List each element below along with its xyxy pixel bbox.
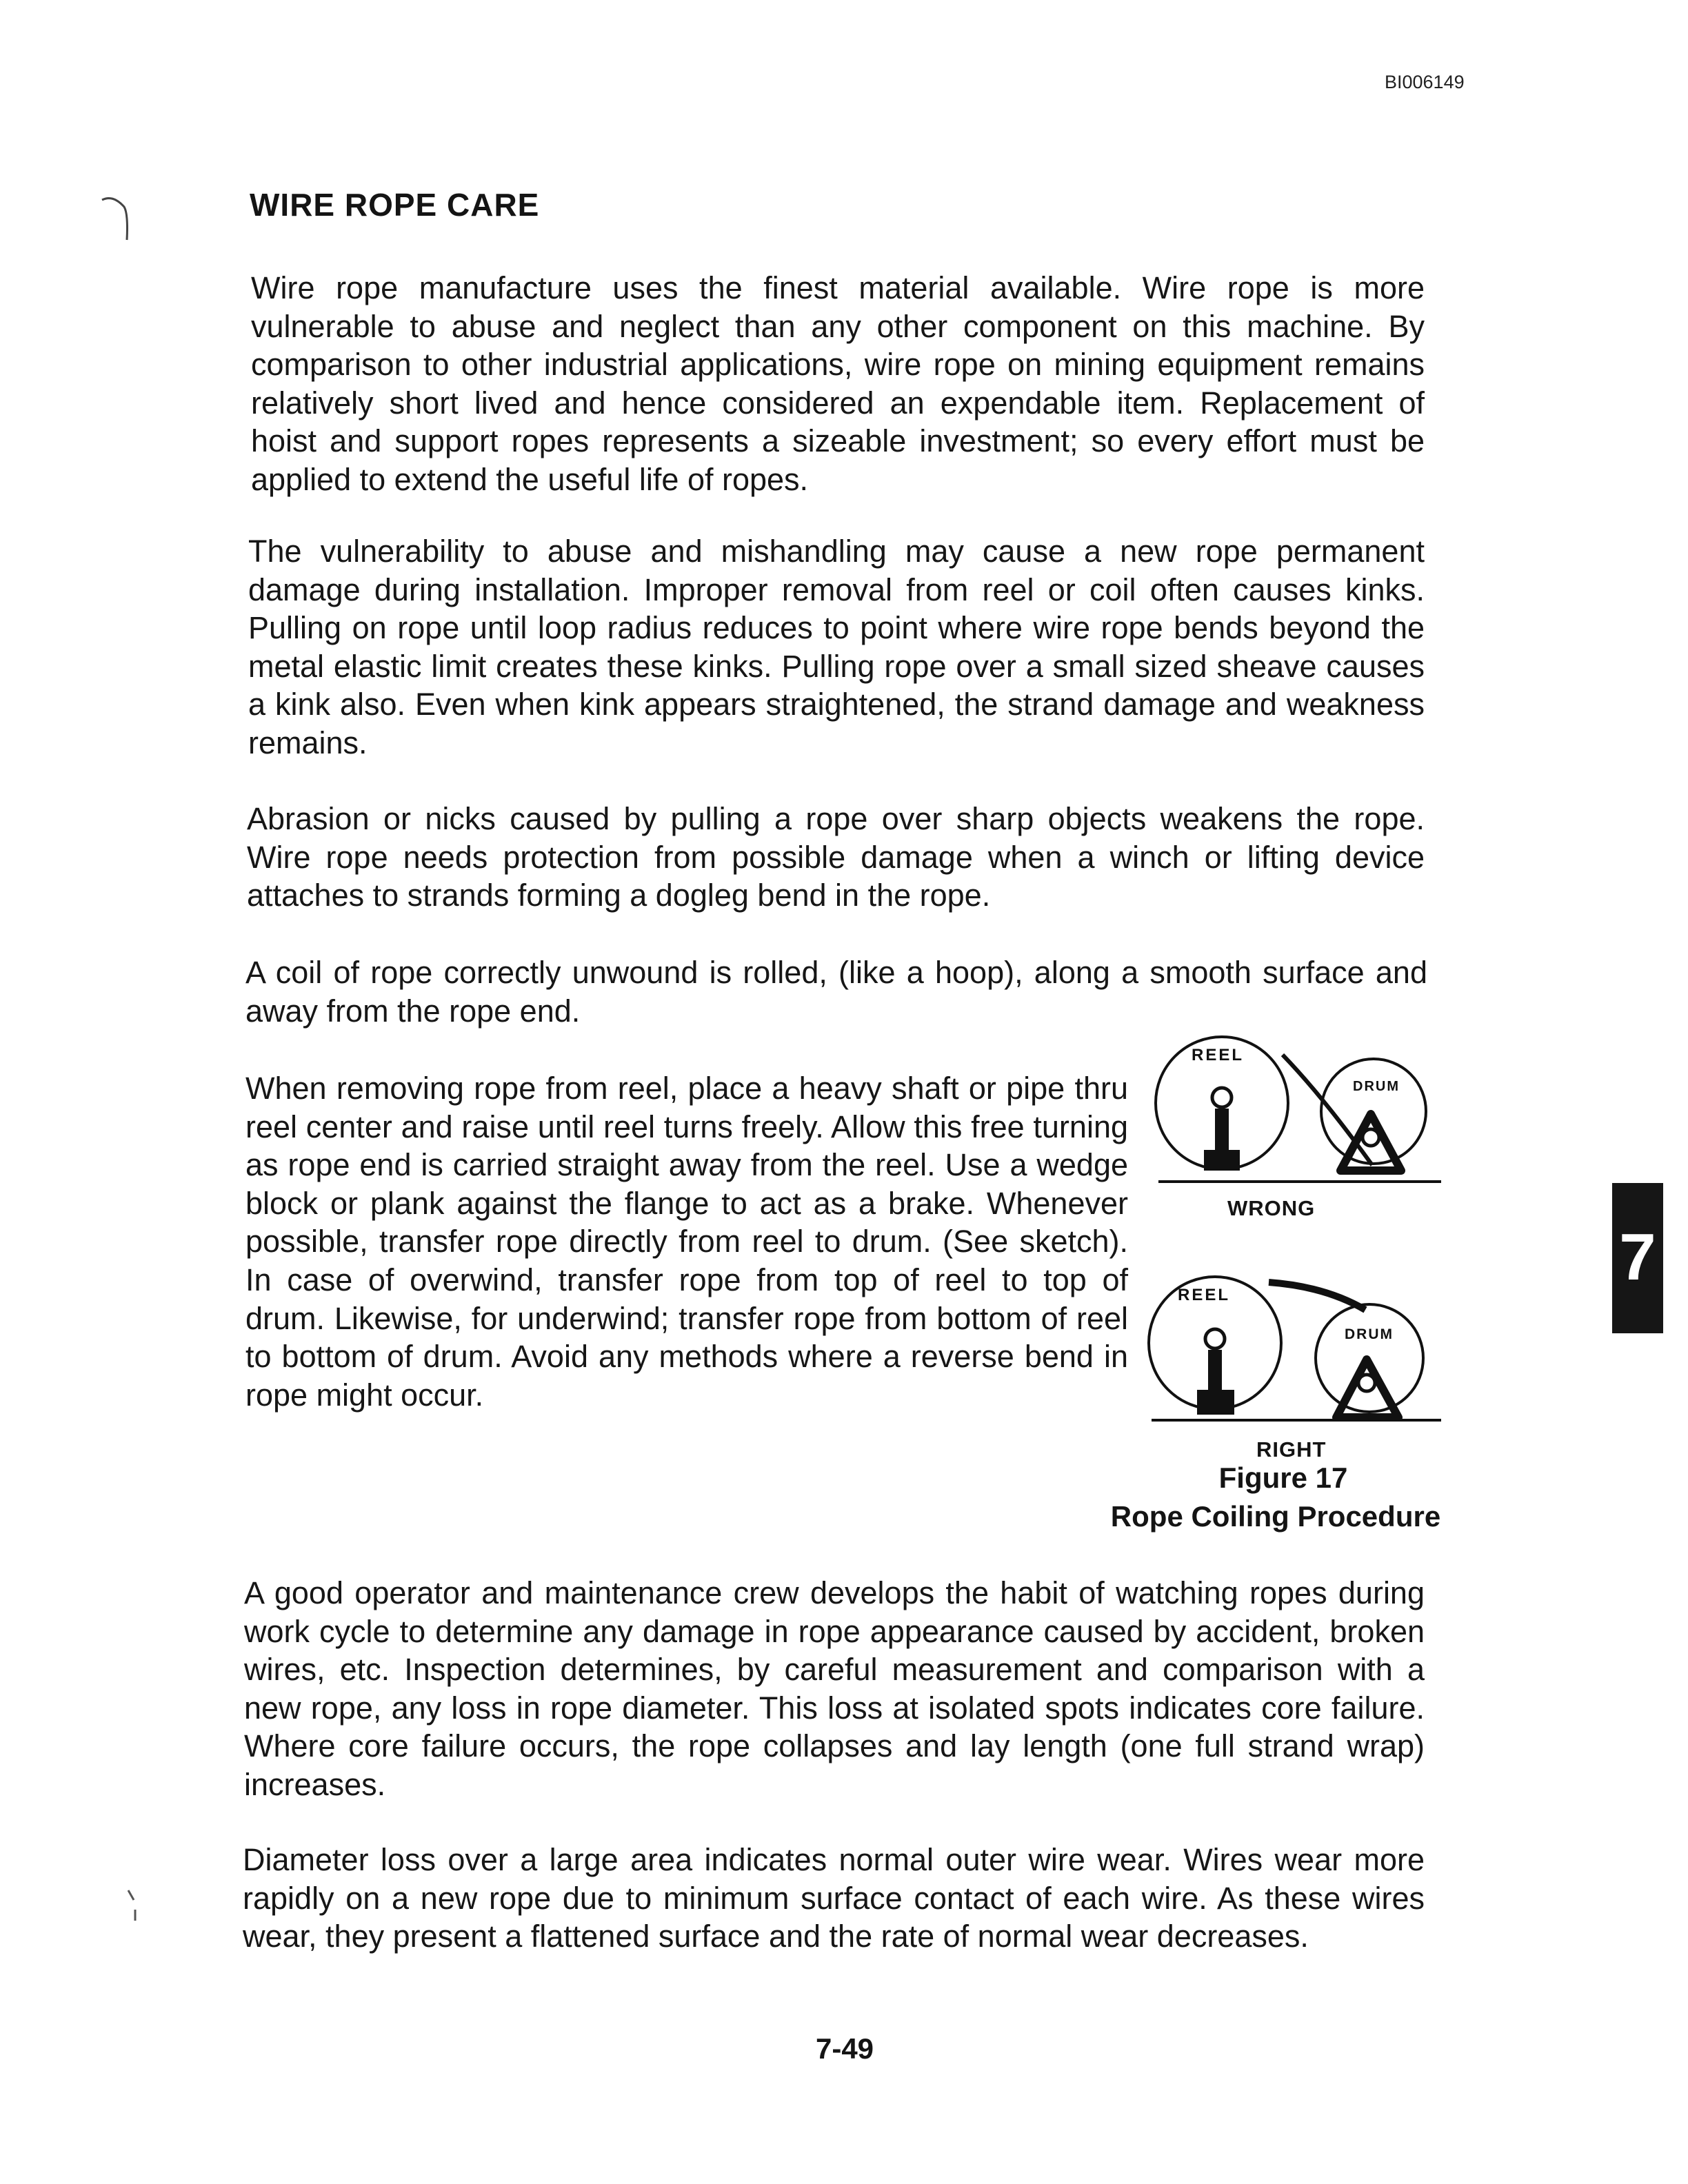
section-tab-number: 7	[1619, 1220, 1656, 1294]
margin-mark-bottom	[121, 1885, 142, 1926]
right-caption: RIGHT	[1256, 1437, 1327, 1462]
wrong-drum-label: DRUM	[1353, 1079, 1400, 1094]
paragraph-inspection: A good operator and maintenance crew develops the habit of watching ropes during work cycle to determine any damage in rope appearance caused by accident, broken wires, etc. Inspection determines, by careful measurement and comparison with a new rope, any loss in rope diameter. This loss at isolated spots indicates core failure. Where core failure occurs, the rope collapses and lay length (one full strand wrap) increases.	[244, 1575, 1425, 1802]
document-id: BI006149	[1385, 72, 1465, 92]
wrong-caption: WRONG	[1227, 1196, 1316, 1220]
right-drum-label: DRUM	[1345, 1326, 1394, 1342]
right-coiling-sketch	[1138, 1255, 1462, 1441]
paragraph-abrasion: Abrasion or nicks caused by pulling a rope over sharp objects weakens the rope. Wire rope needs protection from possible damage when a winch or lifting device attaches to strands forming a dogleg bend in the rope.	[247, 801, 1425, 913]
paragraph-coil: A coil of rope correctly unwound is rolled, (like a hoop), along a smooth surface and away from the rope end.	[245, 955, 1427, 1029]
page-number: 7-49	[815, 2032, 874, 2065]
right-reel-label: REEL	[1178, 1286, 1231, 1304]
margin-mark-top	[97, 192, 138, 247]
section-tab	[1612, 1183, 1663, 1333]
paragraph-reel-removal: When removing rope from reel, place a heavy shaft or pipe thru reel center and raise until reel turns freely. Allow this free turning as rope end is carried straight away from the reel. Use a wedge block or plank against the flange to act as a brake. Whenever possible, transfer rope directly from reel to drum. (See sketch). In case of overwind, transfer rope from top of reel to top of drum. Likewise, for underwind; transfer rope from bottom of reel to bottom of drum. Avoid any methods where a reverse bend in rope might occur.	[245, 1071, 1128, 1413]
paragraph-intro: Wire rope manufacture uses the finest material available. Wire rope is more vulnerable to abuse and neglect than any other component on this machine. By comparison to other industrial applications, wire rope on mining equipment remains relatively short lived and hence considered an expendable item. Replacement of hoist and support ropes represents a sizeable investment; so every effort must be applied to extend the useful life of ropes.	[251, 270, 1425, 497]
paragraph-diameter-loss: Diameter loss over a large area indicates normal outer wire wear. Wires wear more rapidly on a new rope due to minimum surface contact of each wire. As these wires wear, they present a flattened surface and the rate of normal wear decreases.	[243, 1842, 1425, 1954]
wrong-reel-label: REEL	[1192, 1046, 1245, 1064]
section-heading: WIRE ROPE CARE	[250, 187, 540, 223]
paragraph-vulnerability: The vulnerability to abuse and mishandling may cause a new rope permanent damage during installation. Improper removal from reel or coil often causes kinks. Pulling on rope until loop radius reduces to point where wire rope bends beyond the metal elastic limit creates these kinks. Pulling rope over a small sized sheave causes a kink also. Even when kink appears straightened, the strand damage and weakness remains.	[248, 534, 1425, 760]
wrong-coiling-sketch	[1145, 1027, 1455, 1200]
figure-number: Figure 17	[1218, 1462, 1348, 1494]
figure-title: Rope Coiling Procedure	[1110, 1500, 1441, 1533]
